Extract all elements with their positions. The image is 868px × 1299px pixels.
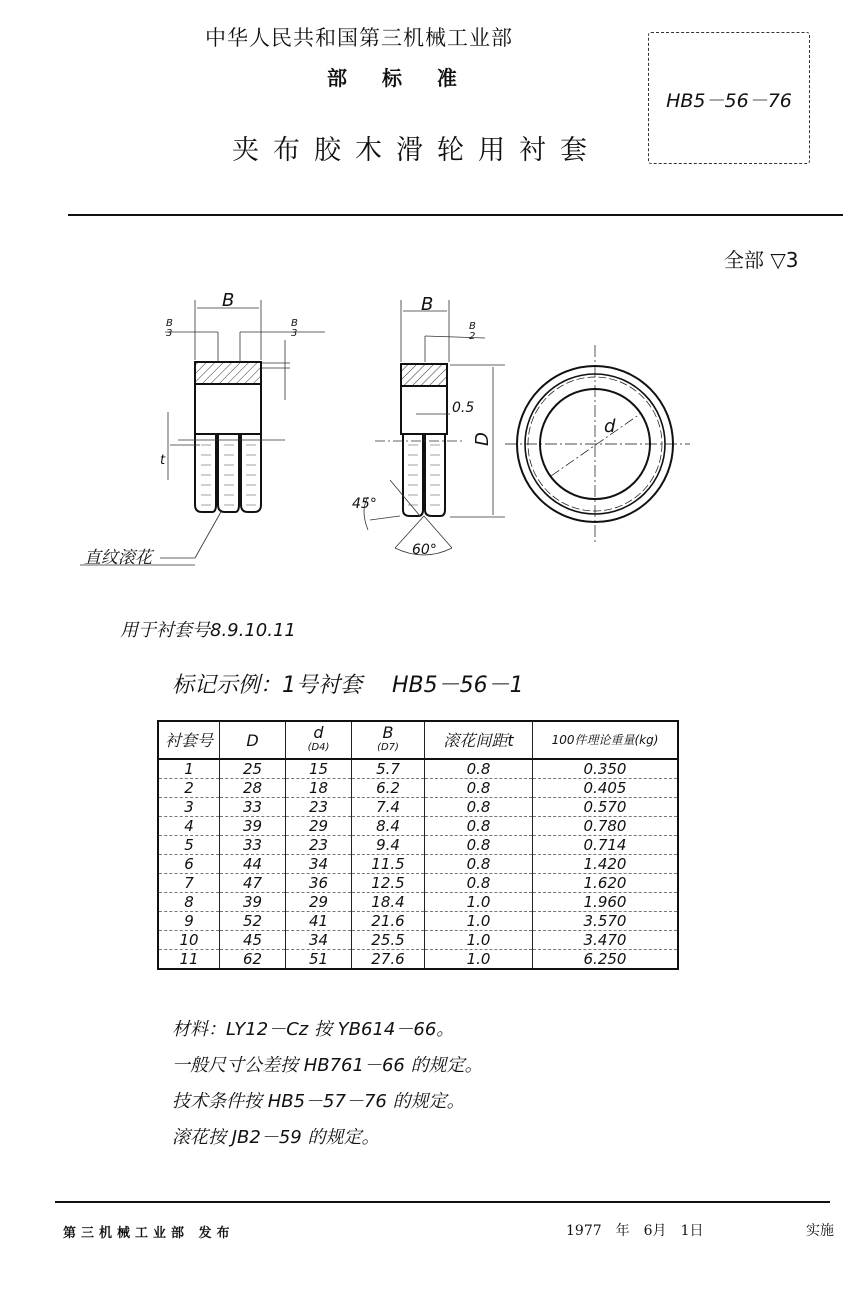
cell: 7: [158, 874, 220, 893]
cell: 27.6: [352, 950, 425, 970]
cell: 23: [286, 836, 352, 855]
table-row: [158, 779, 678, 798]
cell: 1.0: [425, 950, 533, 970]
label-0-5: 0.5: [452, 400, 475, 416]
marking-example-code: HB5－56－1: [392, 673, 524, 698]
effective-month: 6月: [643, 1223, 667, 1239]
label-B-middle: B: [421, 294, 434, 315]
cell: 0.350: [533, 759, 679, 779]
label-d: d: [604, 416, 616, 437]
cell: 1.960: [533, 893, 679, 912]
cell: 23: [286, 798, 352, 817]
cell: 18.4: [352, 893, 425, 912]
year-unit: 年: [615, 1223, 630, 1239]
cell: 4: [158, 817, 220, 836]
cell: 1.0: [425, 893, 533, 912]
cell: 0.780: [533, 817, 679, 836]
cell: 0.8: [425, 759, 533, 779]
cell: 3.470: [533, 931, 679, 950]
cell: 18: [286, 779, 352, 798]
cell: 7.4: [352, 798, 425, 817]
cell: 33: [220, 798, 286, 817]
note-technical-conditions: 技术条件按 HB5－57－76 的规定。: [172, 1091, 465, 1112]
table-row: [158, 893, 678, 912]
cell: 10: [158, 931, 220, 950]
cell: 8: [158, 893, 220, 912]
cell: 8.4: [352, 817, 425, 836]
cell: 36: [286, 874, 352, 893]
cell: 0.8: [425, 817, 533, 836]
publisher: 第三机械工业部 发布: [63, 1226, 235, 1241]
cell: 21.6: [352, 912, 425, 931]
cell: 29: [286, 893, 352, 912]
cell: 34: [286, 931, 352, 950]
cell: 25: [220, 759, 286, 779]
cell: 0.405: [533, 779, 679, 798]
marking-example-label: 标记示例：1号衬套: [172, 673, 362, 698]
dimension-table: [157, 720, 679, 970]
table-row: [158, 931, 678, 950]
cell: 0.714: [533, 836, 679, 855]
cell: 25.5: [352, 931, 425, 950]
cell: 5.7: [352, 759, 425, 779]
technical-drawing: [0, 280, 868, 580]
issuing-organization: 中华人民共和国第三机械工业部: [205, 26, 513, 50]
table-row: [158, 950, 678, 970]
svg-text:3: 3: [291, 328, 298, 339]
cell: 0.8: [425, 779, 533, 798]
front-view: [505, 345, 690, 545]
note-tolerance: 一般尺寸公差按 HB761－66 的规定。: [172, 1055, 483, 1076]
table-header-row: [158, 721, 678, 759]
cell: 11.5: [352, 855, 425, 874]
cell: 1.0: [425, 931, 533, 950]
table-row: [158, 798, 678, 817]
cell: 11: [158, 950, 220, 970]
cell: 51: [286, 950, 352, 970]
col-bushing-no: 衬套号: [158, 721, 220, 759]
col-weight: 100件理论重量(kg): [533, 721, 679, 759]
effective-day: 1日: [680, 1223, 704, 1239]
marking-example: [172, 668, 524, 699]
usage-note: 用于衬套号8.9.10.11: [120, 620, 296, 641]
surface-finish-note: 全部 ▽3: [724, 248, 799, 272]
cell: 0.8: [425, 855, 533, 874]
footer-divider: [55, 1201, 830, 1203]
cell: 12.5: [352, 874, 425, 893]
effective-label: 实施: [806, 1223, 834, 1239]
cell: 2: [158, 779, 220, 798]
col-D: D: [220, 721, 286, 759]
cell: 0.8: [425, 836, 533, 855]
table-row: [158, 836, 678, 855]
effective-year: 1977: [566, 1223, 602, 1239]
col-knurl-pitch: 滚花间距t: [425, 721, 533, 759]
label-B-left: B: [222, 290, 235, 311]
cell: 39: [220, 817, 286, 836]
standard-code: HB5－56－76: [666, 90, 792, 112]
table-row: [158, 817, 678, 836]
cell: 33: [220, 836, 286, 855]
side-view-two-groove: [364, 300, 505, 555]
cell: 29: [286, 817, 352, 836]
cell: 9.4: [352, 836, 425, 855]
cell: 6.250: [533, 950, 679, 970]
cell: 6: [158, 855, 220, 874]
technical-notes: [172, 1012, 483, 1156]
label-t: t: [160, 453, 166, 468]
knurl-callout: 直纹滚花: [84, 548, 152, 568]
cell: 44: [220, 855, 286, 874]
table-row: [158, 874, 678, 893]
standard-type: 部 标 准: [327, 66, 457, 90]
label-D: D: [472, 432, 493, 446]
effective-date: [566, 1220, 717, 1240]
cell: 1.0: [425, 912, 533, 931]
svg-text:3: 3: [166, 328, 173, 339]
cell: 5: [158, 836, 220, 855]
note-material: 材料：LY12－Cz 按 YB614－66。: [172, 1019, 455, 1040]
cell: 6.2: [352, 779, 425, 798]
cell: 1.620: [533, 874, 679, 893]
cell: 3.570: [533, 912, 679, 931]
cell: 39: [220, 893, 286, 912]
cell: 0.8: [425, 798, 533, 817]
cell: 41: [286, 912, 352, 931]
cell: 1.420: [533, 855, 679, 874]
cell: 52: [220, 912, 286, 931]
cell: 0.570: [533, 798, 679, 817]
cell: 34: [286, 855, 352, 874]
table-row: [158, 759, 678, 779]
label-B3-left: B: [166, 318, 173, 329]
cell: 9: [158, 912, 220, 931]
cell: 3: [158, 798, 220, 817]
label-B2: B: [469, 321, 476, 332]
svg-text:2: 2: [469, 331, 476, 342]
header-divider: [68, 214, 843, 216]
cell: 1: [158, 759, 220, 779]
label-45-deg: 45°: [352, 496, 377, 512]
table-row: [158, 912, 678, 931]
cell: 0.8: [425, 874, 533, 893]
label-60-deg: 60°: [412, 542, 437, 558]
note-knurling: 滚花按 JB2－59 的规定。: [172, 1127, 380, 1148]
document-title: 夹布胶木滑轮用衬套: [232, 135, 601, 166]
table-row: [158, 855, 678, 874]
cell: 47: [220, 874, 286, 893]
cell: 62: [220, 950, 286, 970]
cell: 15: [286, 759, 352, 779]
col-d: d (D4): [286, 721, 352, 759]
cell: 45: [220, 931, 286, 950]
label-B3-right: B: [291, 318, 298, 329]
cell: 28: [220, 779, 286, 798]
col-B: B (D7): [352, 721, 425, 759]
side-view-three-groove: [80, 300, 325, 565]
